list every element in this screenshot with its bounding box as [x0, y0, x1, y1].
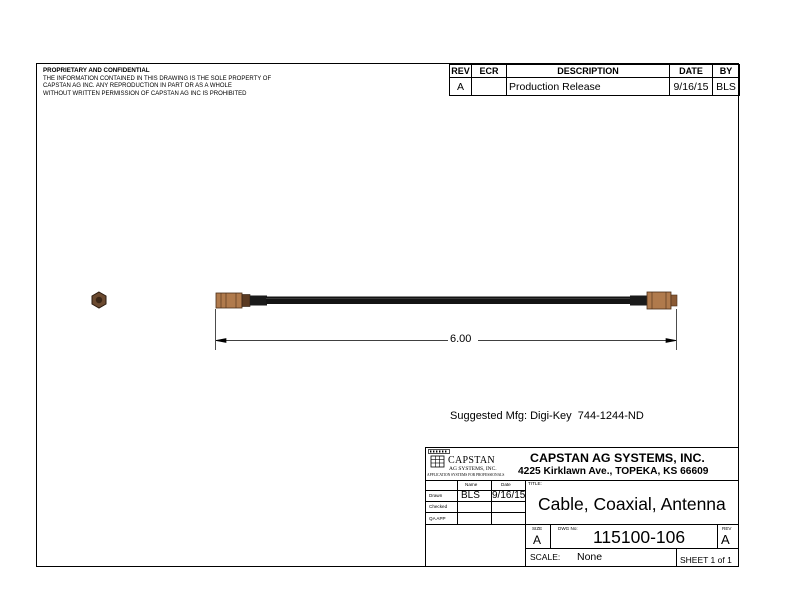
suggested-mfg-note: Suggested Mfg: Digi-Key 744-1244-ND [450, 410, 644, 422]
col-date-label: Date [501, 482, 511, 487]
dimension-value: 6.00 [450, 333, 472, 345]
qa-label: QA APP [429, 516, 446, 521]
logo-sub: AG SYSTEMS, INC. [449, 466, 497, 472]
drawn-label: Drawn [429, 493, 443, 498]
size-value: A [533, 533, 542, 547]
revision-header-description: DESCRIPTION [507, 65, 670, 78]
drawn-name: BLS [461, 490, 480, 501]
coaxial-cable [266, 297, 630, 305]
logo-name: CAPSTAN [448, 455, 495, 466]
revision-header-ecr: ECR [472, 65, 507, 78]
rev-value: A [721, 532, 730, 547]
revision-rev: A [450, 78, 472, 96]
scale-value: None [577, 551, 603, 563]
sheet-number: SHEET 1 of 1 [680, 555, 732, 565]
dwg-label: DWG No: [558, 526, 578, 531]
proprietary-line: THE INFORMATION CONTAINED IN THIS DRAWING IS THE SOLE PROPERTY OF [43, 76, 272, 82]
right-connector-icon [630, 292, 677, 309]
rev-label: REV [722, 526, 732, 531]
drawing-title: Cable, Coaxial, Antenna [538, 494, 726, 514]
revision-header-rev: REV [451, 66, 470, 76]
revision-header-by: BY [713, 65, 740, 78]
revision-header-date: DATE [670, 65, 713, 78]
proprietary-line: CAPSTAN AG INC. ANY REPRODUCTION IN PART OR AS A WHOLE [43, 83, 232, 90]
dwg-number: 115100-106 [593, 527, 686, 547]
dimension-line [216, 309, 677, 350]
connector-end-view-icon [92, 292, 106, 308]
title-label: TITLE: [528, 481, 542, 486]
proprietary-line: WITHOUT WRITTEN PERMISSION OF CAPSTAN AG INC IS PROHIBITED [43, 90, 247, 97]
revision-description: Production Release [507, 78, 670, 96]
checked-label: Checked [429, 504, 448, 509]
capstan-logo-icon [428, 449, 450, 469]
revision-by: BLS [713, 78, 740, 96]
revision-date: 9/16/15 [670, 78, 713, 96]
size-label: SIZE [532, 526, 543, 531]
proprietary-title: PROPRIETARY AND CONFIDENTIAL [43, 67, 150, 74]
company-address: 4225 Kirklawn Ave., TOPEKA, KS 66609 [518, 466, 709, 477]
company-name: CAPSTAN AG SYSTEMS, INC. [530, 451, 705, 465]
drawn-date: 9/16/15 [492, 490, 526, 501]
logo-tagline: APPLICATION SYSTEMS FOR PROFESSIONALS [427, 473, 505, 477]
scale-label: SCALE: [530, 552, 561, 562]
col-name-label: Name [465, 482, 478, 487]
left-connector-icon [216, 293, 267, 308]
